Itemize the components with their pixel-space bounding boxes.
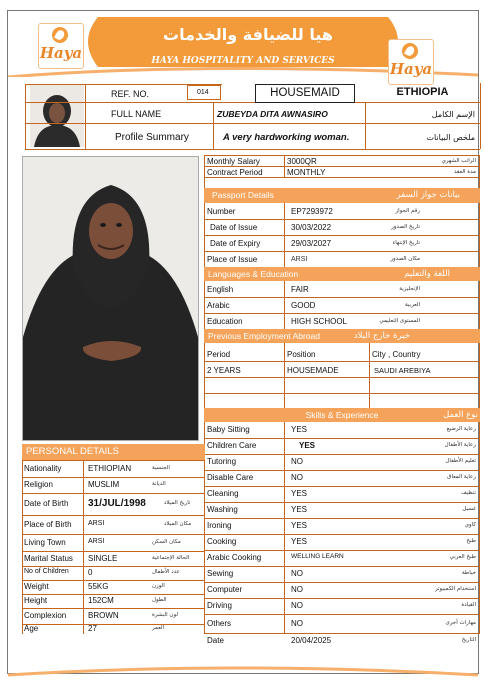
personal-row-divider <box>22 515 205 516</box>
passport-expiry-label: Date of Expiry <box>210 239 261 248</box>
personal-section <box>22 444 205 644</box>
personal-row-divider <box>22 580 205 581</box>
skill-arabic: طبخ <box>466 538 476 544</box>
personal-label: Marital Status <box>24 553 73 563</box>
contract-arabic: مدة العقد <box>454 169 476 175</box>
summary-arabic: ملخص البيانات <box>426 133 475 142</box>
skill-label: Computer <box>207 585 243 594</box>
passport-place-label: Place of Issue <box>207 255 258 264</box>
personal-row-divider <box>22 551 205 552</box>
header-arabic-title: هيا للضيافة والخدمات <box>163 25 333 44</box>
personal-label: No of Children <box>24 568 69 575</box>
personal-value: SINGLE <box>88 553 118 563</box>
passport-expiry-value: 29/03/2027 <box>291 239 332 248</box>
portrait-thumb-image <box>30 85 84 147</box>
personal-arabic: مكان الميلاد <box>164 520 192 527</box>
logo-text: Haya <box>389 60 433 78</box>
skill-label: Arabic Cooking <box>207 553 262 562</box>
skill-value: NO <box>291 473 303 482</box>
personal-value: ARSI <box>88 519 105 527</box>
position-value: HOUSEMAID <box>270 87 340 99</box>
personal-label: Nationality <box>24 463 62 473</box>
personal-row-divider <box>22 566 205 567</box>
personal-arabic: الوزن <box>152 583 165 589</box>
passport-expiry-arabic: تاريخ الإنتهاء <box>392 240 420 246</box>
skill-label: Others <box>207 618 232 628</box>
skill-arabic: التاريخ <box>461 637 476 643</box>
candidate-photo-image <box>23 157 198 440</box>
employment-city-value: SAUDI AREBIYA <box>374 366 431 375</box>
skill-label: Ironing <box>207 521 232 530</box>
passport-issue-arabic: تاريخ الصدور <box>391 224 420 230</box>
english-arabic: الإنجليزية <box>399 286 420 292</box>
skill-value: YES <box>291 425 308 434</box>
top-info <box>25 83 480 153</box>
personal-label: Religion <box>24 480 53 489</box>
employment-period-header: Period <box>207 350 231 359</box>
education-value: HIGH SCHOOL <box>291 317 348 326</box>
summary-value: A very hardworking woman. <box>223 132 350 143</box>
skills-header <box>204 408 480 422</box>
skills-title-arabic: نوع العمل <box>443 410 478 420</box>
country-value: ETHIOPIA <box>396 86 449 98</box>
languages-title: Languages & Education <box>208 269 299 279</box>
skill-arabic: غسيل <box>462 506 476 512</box>
personal-row-divider <box>22 460 205 461</box>
logo-mark-icon <box>52 27 68 43</box>
logo-right <box>388 39 434 85</box>
skills-row-divider <box>204 454 480 455</box>
skill-value: YES <box>291 521 308 530</box>
passport-number-label: Number <box>207 207 236 216</box>
skill-arabic: رعاية الرضيع <box>446 426 476 432</box>
skills-row-divider <box>204 633 480 634</box>
personal-label: Weight <box>24 582 49 591</box>
logo-left <box>38 23 84 69</box>
personal-row-divider <box>22 477 205 478</box>
skill-value: WELLING LEARN <box>291 553 344 560</box>
skill-label: Cleaning <box>207 489 239 498</box>
summary-label: Profile Summary <box>115 132 189 143</box>
skill-value: NO <box>291 569 303 578</box>
skill-arabic: رعاية المعاق <box>447 474 476 480</box>
skill-value: NO <box>291 457 303 466</box>
employment-title-arabic: خبرة خارج البلاد <box>353 331 410 341</box>
education-arabic: المستوى التعليمي <box>379 318 420 324</box>
skill-value: 20/04/2025 <box>291 636 332 645</box>
employment-city-header: City , Country <box>372 350 421 359</box>
country-box <box>365 83 480 102</box>
employment-title: Previous Employment Abroad <box>208 331 320 341</box>
languages-title-arabic: اللغة والتعليم <box>404 269 450 279</box>
passport-title-arabic: بيانات جواز السفر <box>396 190 460 200</box>
skills-row-divider <box>204 470 480 471</box>
skill-arabic: مهارات أخرى <box>445 619 476 626</box>
education-label: Education <box>207 317 243 326</box>
right-column <box>204 155 480 645</box>
skills-row-divider <box>204 438 480 439</box>
skill-label: Baby Sitting <box>207 425 250 434</box>
employment-position-header: Position <box>287 350 316 359</box>
skill-label: Driving <box>207 601 232 610</box>
personal-arabic: الديانة <box>152 481 166 487</box>
personal-value: 55KG <box>88 582 109 591</box>
ref-label: REF. NO. <box>111 89 150 99</box>
personal-row-divider <box>22 534 205 535</box>
skill-arabic: تعليم الأطفال <box>445 458 476 464</box>
skills-row-divider <box>204 614 480 615</box>
passport-header <box>204 188 480 203</box>
position-box <box>255 84 355 103</box>
arabic-value: GOOD <box>291 301 316 310</box>
skill-label: Cooking <box>207 537 237 546</box>
header-banner <box>8 11 478 77</box>
skills-row-divider <box>204 534 480 535</box>
skill-value: YES <box>291 505 308 514</box>
logo-mark-icon <box>402 43 418 59</box>
personal-label: Date of Birth <box>24 499 69 508</box>
arabic-label: Arabic <box>207 301 230 310</box>
skill-label: Sewing <box>207 569 234 578</box>
passport-issue-value: 30/03/2022 <box>291 223 332 232</box>
skill-arabic: طبخ العربي <box>449 554 476 560</box>
personal-value: 27 <box>88 624 97 633</box>
header-english-title: HAYA HOSPITALITY AND SERVICES <box>151 56 335 66</box>
personal-value: BROWN <box>88 611 119 620</box>
cv-page <box>7 10 479 674</box>
passport-number-value: EP7293972 <box>291 207 333 216</box>
footer-swoosh <box>8 661 478 681</box>
personal-row-divider <box>22 493 205 494</box>
passport-number-arabic: رقم الجواز <box>395 208 420 214</box>
personal-arabic: العمر <box>152 625 165 631</box>
skills-row-divider <box>204 486 480 487</box>
personal-header <box>22 444 205 460</box>
portrait-thumb <box>30 85 84 147</box>
personal-value: ARSI <box>88 537 105 545</box>
personal-value: ETHIOPIAN <box>88 463 132 473</box>
personal-value: MUSLIM <box>88 480 120 489</box>
personal-title: PERSONAL DETAILS <box>26 446 119 457</box>
skill-value: NO <box>291 618 303 628</box>
personal-label: Place of Birth <box>24 519 72 529</box>
personal-label: Height <box>24 596 48 605</box>
personal-label: Complexion <box>24 611 67 620</box>
personal-arabic: مكان السكن <box>152 538 181 545</box>
english-label: English <box>207 285 234 294</box>
skill-arabic: القيادة <box>461 602 476 608</box>
skill-arabic: تنظيف <box>460 490 476 496</box>
english-value: FAIR <box>291 285 309 294</box>
employment-header <box>204 329 480 343</box>
skill-arabic: استخدام الكمبيوتر <box>434 586 476 592</box>
contract-label: Contract Period <box>207 168 263 177</box>
passport-title: Passport Details <box>212 190 274 200</box>
skills-row-divider <box>204 518 480 519</box>
skill-label: Date <box>207 636 224 645</box>
personal-arabic: الحالة الإجتماعية <box>152 554 190 561</box>
personal-label: Age <box>24 624 39 633</box>
skill-label: Tutoring <box>207 457 237 466</box>
skills-title: Skills & Experience <box>305 410 379 420</box>
skill-value: NO <box>291 585 303 594</box>
employment-position-value: HOUSEMADE <box>287 366 339 375</box>
fullname-label: FULL NAME <box>111 109 162 119</box>
skills-row-divider <box>204 598 480 599</box>
skills-row-divider <box>204 502 480 503</box>
personal-arabic: الطول <box>152 597 167 603</box>
skills-row-divider <box>204 566 480 567</box>
skills-row-divider <box>204 550 480 551</box>
arabic-arabic: العربية <box>404 302 420 308</box>
personal-arabic: لون البشرة <box>152 612 178 618</box>
salary-value: 3000QR <box>287 157 317 166</box>
ref-value: 014 <box>197 89 209 96</box>
logo-text: Haya <box>39 44 83 62</box>
contract-value: MONTHLY <box>287 168 326 177</box>
employment-period-value: 2 YEARS <box>207 366 241 375</box>
personal-row-divider <box>22 608 205 609</box>
candidate-photo <box>22 156 199 441</box>
passport-place-value: ARSI <box>291 256 308 263</box>
personal-value: 152CM <box>88 596 114 605</box>
passport-issue-label: Date of Issue <box>210 223 258 232</box>
personal-row-divider <box>22 594 205 595</box>
skills-row-divider <box>204 582 480 583</box>
skill-value: NO <box>291 601 303 610</box>
skill-value: YES <box>291 537 308 546</box>
salary-arabic: الراتب الشهري <box>441 158 476 164</box>
skill-value: YES <box>291 489 308 498</box>
skill-arabic: خياطة <box>461 570 476 576</box>
skill-label: Disable Care <box>207 473 254 482</box>
skill-value: YES <box>299 441 316 450</box>
personal-arabic: الجنسية <box>152 464 170 471</box>
personal-arabic: تاريخ الميلاد <box>164 500 191 506</box>
skill-label: Washing <box>207 505 238 514</box>
personal-label: Living Town <box>24 537 66 547</box>
personal-arabic: عدد الأطفال <box>152 569 180 575</box>
salary-label: Monthly Salary <box>207 157 260 166</box>
fullname-value: ZUBEYDA DITA AWNASIRO <box>217 109 328 119</box>
fullname-arabic: الإسم الكامل <box>431 110 475 119</box>
personal-value: 31/JUL/1998 <box>88 498 146 509</box>
personal-value: 0 <box>88 568 93 577</box>
passport-place-arabic: مكان الصدور <box>390 256 420 262</box>
languages-header <box>204 267 480 281</box>
personal-row-divider <box>22 624 205 625</box>
skill-arabic: رعاية الأطفال <box>444 442 476 448</box>
skill-label: Children Care <box>207 441 257 450</box>
skill-arabic: كاوي <box>464 522 476 528</box>
